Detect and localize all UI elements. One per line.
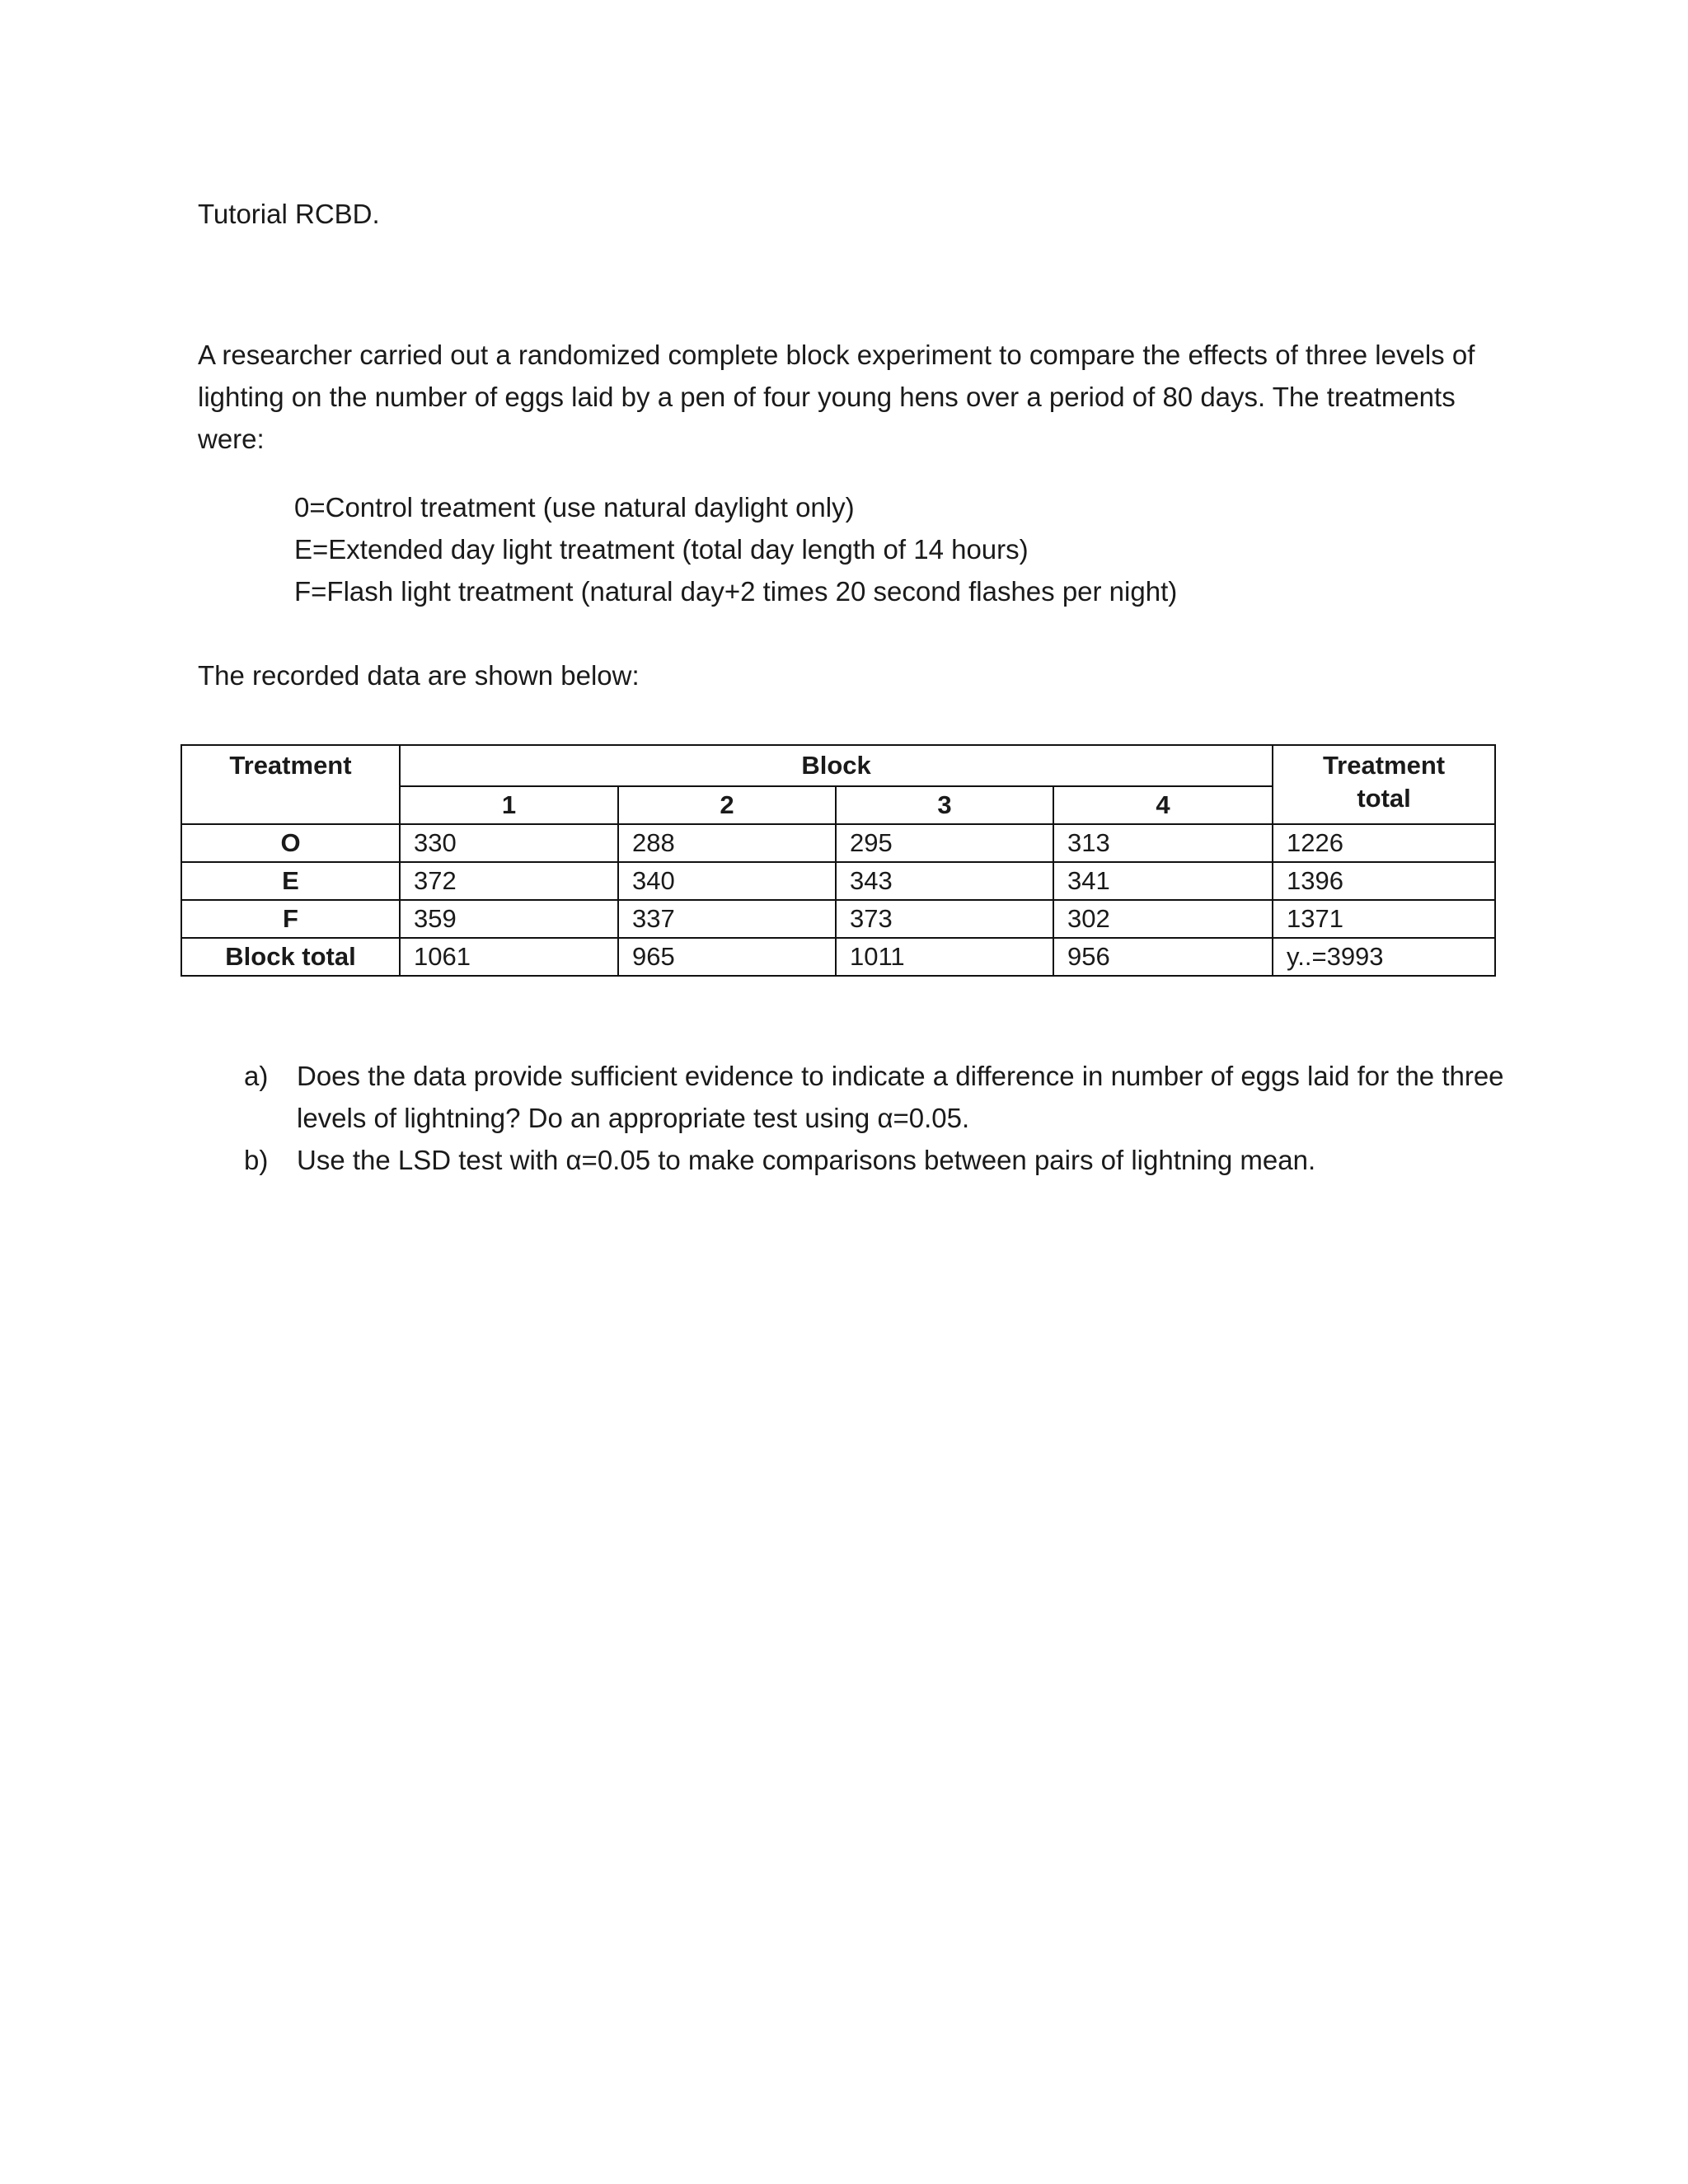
row-label: E [181,862,400,900]
question-list [244,1055,1505,1181]
header-total-line1: Treatment [1322,751,1446,780]
question-marker: b) [244,1145,269,1175]
treatment-list [294,486,1177,612]
data-intro: The recorded data are shown below: [198,660,640,691]
question-item [244,1055,1505,1139]
table-cell: 956 [1053,938,1273,976]
header-total-line2: total [1357,784,1411,813]
header-block: Block [400,745,1273,786]
table-cell: 343 [836,862,1053,900]
header-treatment: Treatment [181,745,400,824]
row-label: O [181,824,400,862]
header-block-4: 4 [1053,786,1273,824]
row-total: 1226 [1273,824,1495,862]
row-label: Block total [181,938,400,976]
table-cell: 340 [618,862,836,900]
question-text: Use the LSD test with α=0.05 to make comparisons between pairs of lightning mean. [297,1145,1316,1175]
table-row [181,900,1495,938]
table-cell: 359 [400,900,618,938]
question-text: Does the data provide sufficient evidence to indicate a difference in number of eggs laid for the three levels of lightning? Do an appropriate test using α=0.05. [297,1061,1504,1133]
header-block-2: 2 [618,786,836,824]
document-title: Tutorial RCBD. [198,199,380,229]
table-cell: 330 [400,824,618,862]
table-cell: 373 [836,900,1053,938]
table-row-block-total [181,938,1495,976]
treatment-item-flash: F=Flash light treatment (natural day+2 times 20 second flashes per night) [294,576,1178,607]
treatment-item-control: 0=Control treatment (use natural daylight only) [294,492,855,523]
header-treatment-total [1273,745,1495,824]
table-cell: 337 [618,900,836,938]
table-cell: 372 [400,862,618,900]
table-cell: 1011 [836,938,1053,976]
table-cell: 313 [1053,824,1273,862]
row-total: 1396 [1273,862,1495,900]
table-cell: 965 [618,938,836,976]
row-total: 1371 [1273,900,1495,938]
grand-total: y..=3993 [1273,938,1495,976]
header-block-1: 1 [400,786,618,824]
row-label: F [181,900,400,938]
table-row [181,862,1495,900]
table-row [181,824,1495,862]
treatment-item-extended: E=Extended day light treatment (total day length of 14 hours) [294,534,1029,565]
table-cell: 302 [1053,900,1273,938]
question-marker: a) [244,1061,269,1091]
table-cell: 341 [1053,862,1273,900]
table-cell: 295 [836,824,1053,862]
data-table [181,744,1496,977]
question-item [244,1139,1505,1181]
table-cell: 288 [618,824,836,862]
table-cell: 1061 [400,938,618,976]
problem-intro: A researcher carried out a randomized complete block experiment to compare the effects of three levels of lighting on the number of eggs laid by a pen of four young hens over a period of 80 days. The treatments were: [198,340,1475,454]
header-block-3: 3 [836,786,1053,824]
